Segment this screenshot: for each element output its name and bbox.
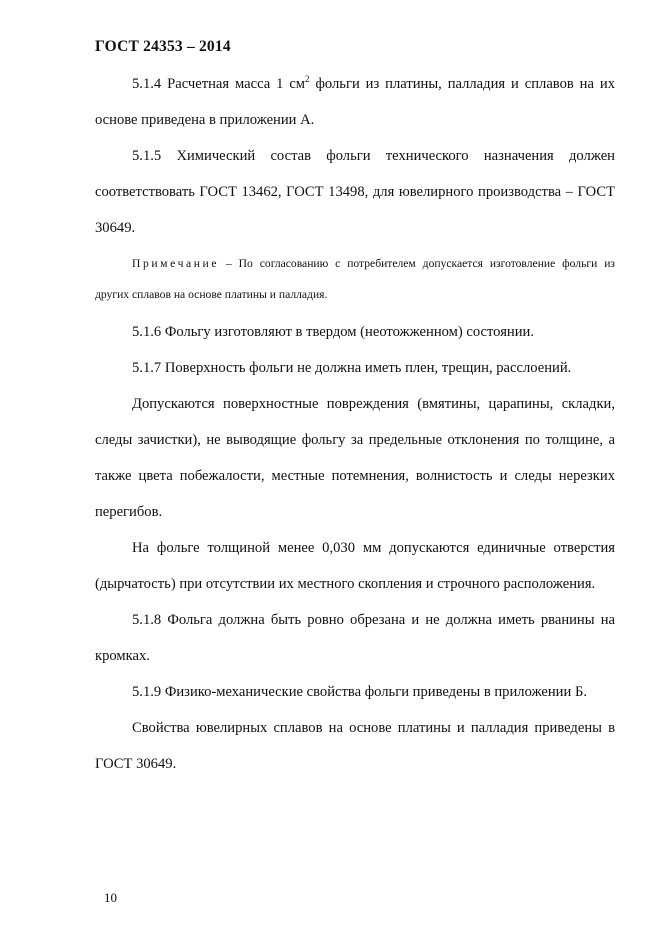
paragraph-5-1-6: 5.1.6 Фольгу изготовляют в твердом (неотожженном) состоянии.	[132, 324, 534, 340]
paragraph-5-1-5: 5.1.5 Химический состав фольги технического назначения должен соответствовать ГОСТ 13462, ГОСТ 13498, для ювелирного производства – ГОСТ 30649.	[95, 148, 615, 236]
paragraph-5-1-7-holes: На фольге толщиной менее 0,030 мм допускаются единичные отверстия (дырчатость) при отсутствии их местного скопления и строчного расположения.	[95, 540, 615, 592]
document-header: ГОСТ 24353 – 2014	[95, 38, 231, 55]
note-text: – По согласованию с потребителем допускается изготовление фольги из других сплавов на основе платины и палладия.	[95, 257, 615, 301]
superscript-2: 2	[305, 74, 310, 85]
paragraph-5-1-4-end: фольги из платины, палладия и сплавов на их основе приведена в приложении А.	[95, 76, 615, 128]
paragraph-5-1-7: 5.1.7 Поверхность фольги не должна иметь плен, трещин, расслоений.	[132, 360, 572, 376]
paragraph-5-1-4-start: 5.1.4 Расчетная масса 1 см	[132, 76, 306, 92]
paragraph-5-1-9-jewelry: Свойства ювелирных сплавов на основе платины и палладия приведены в ГОСТ 30649.	[95, 720, 615, 772]
note-label: Примечание	[132, 257, 220, 270]
paragraph-5-1-7-allowed-damage: Допускаются поверхностные повреждения (вмятины, царапины, складки, следы зачистки), не выводящие фольгу за предельные отклонения по толщине, а также цвета побежалости, местные потемнения, волнистость и следы нерезких перегибов.	[95, 396, 615, 520]
paragraph-5-1-4	[95, 66, 615, 138]
page-number: 10	[104, 890, 117, 905]
document-body	[95, 66, 615, 782]
paragraph-5-1-9: 5.1.9 Физико-механические свойства фольги приведены в приложении Б.	[132, 684, 587, 700]
paragraph-5-1-8: 5.1.8 Фольга должна быть ровно обрезана и не должна иметь рванины на кромках.	[95, 612, 615, 664]
note-paragraph	[95, 248, 615, 310]
